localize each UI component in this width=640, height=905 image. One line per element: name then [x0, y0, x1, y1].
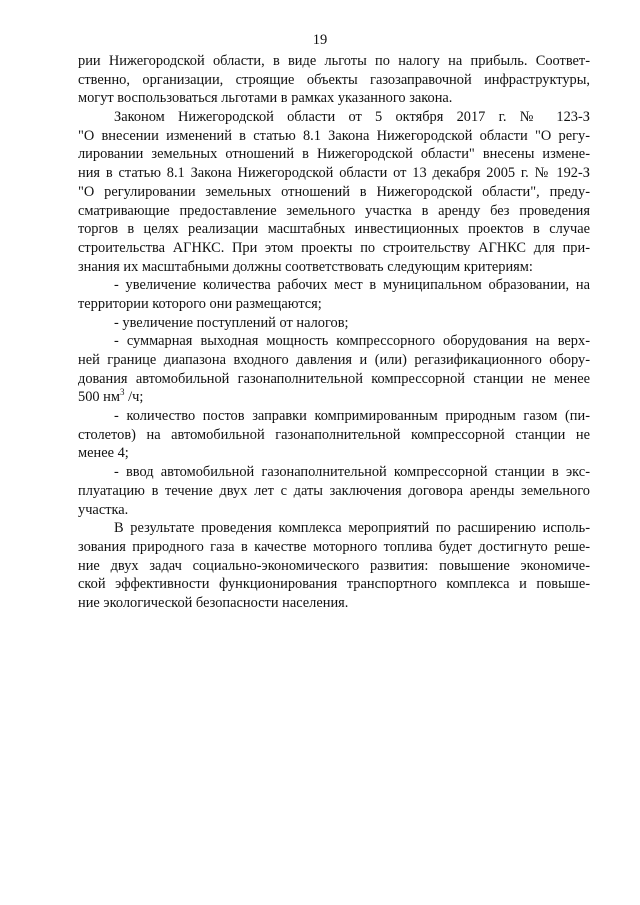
text-line: сматривающие предоставление земельного участка в аренду без проведения	[78, 202, 590, 219]
criterion-compressor-capacity	[78, 332, 590, 407]
text-line: "О регулировании земельных отношений в Нижегородской области", преду-	[78, 183, 590, 200]
unit-value: 500 нм	[78, 389, 120, 406]
criterion-commissioning	[78, 463, 590, 519]
text-line: менее 4;	[78, 445, 129, 462]
text-line: В результате проведения комплекса мероприятий по расширению исполь-	[114, 520, 590, 537]
text-line: участка.	[78, 501, 129, 518]
text-line: строительства АГНКС. При этом проекты по строительству АГНКС для при-	[78, 239, 590, 256]
unit-superscript: 3	[120, 387, 125, 398]
criterion-jobs	[78, 276, 590, 313]
text-line: - увеличение количества рабочих мест в муниципальном образовании, на	[114, 277, 590, 294]
body-text	[78, 52, 590, 613]
text-line: столетов) на автомобильной газонаполнительной компрессорной станции не	[78, 426, 590, 443]
text-line: - ввод автомобильной газонаполнительной компрессорной станции в экс-	[114, 464, 590, 481]
text-line: ние экологической безопасности населения.	[78, 594, 349, 611]
page-number: 19	[312, 32, 328, 48]
paragraph-conclusion	[78, 519, 590, 612]
text-line: ние двух задач социально-экономического развития: повышение экономиче-	[78, 557, 590, 574]
paragraph-law	[78, 108, 590, 276]
text-line: плуатацию в течение двух лет с даты заключения договора аренды земельного	[78, 482, 590, 499]
criterion-fuel-posts	[78, 407, 590, 463]
unit-suffix: /ч;	[124, 389, 144, 406]
text-line: - суммарная выходная мощность компрессорного оборудования на верх-	[114, 333, 590, 350]
text-line: ней границе диапазона входного давления и (или) регазификационного обору-	[78, 352, 590, 368]
text-line-unit	[78, 388, 590, 407]
text-line: зования природного газа в качестве моторного топлива будет достигнуто реше-	[78, 538, 590, 555]
text-line: лировании земельных отношений в Нижегородской области" внесены измене-	[78, 146, 590, 163]
text-line: "О внесении изменений в статью 8.1 Закона Нижегородской области "О регу-	[78, 127, 590, 144]
criterion-taxes	[78, 314, 590, 333]
text-line: - количество постов заправки компримированным природным газом (пи-	[114, 408, 590, 425]
text-line: могут воспользоваться льготами в рамках указанного закона.	[78, 90, 453, 107]
text-line: территории которого они размещаются;	[78, 295, 322, 312]
text-line: ственно, организации, строящие объекты газозаправочной инфраструктуры,	[78, 71, 590, 88]
text-line: Законом Нижегородской области от 5 октября 2017 г. № 123-З	[114, 109, 590, 126]
paragraph-continuation	[78, 52, 590, 108]
text-line: торгов в целях реализации масштабных инвестиционных проектов в случае	[78, 221, 590, 238]
text-line: ской эффективности функционирования транспортного комплекса и повыше-	[78, 576, 590, 593]
text-line: ния в статью 8.1 Закона Нижегородской области от 13 декабря 2005 г. № 192-З	[78, 165, 590, 182]
text-line: дования автомобильной газонаполнительной компрессорной станции не менее	[78, 370, 590, 387]
text-line: - увеличение поступлений от налогов;	[114, 314, 349, 331]
text-line: знания их масштабными должны соответствовать следующим критериям:	[78, 258, 533, 275]
text-line: рии Нижегородской области, в виде льготы по налогу на прибыль. Соответ-	[78, 53, 590, 69]
